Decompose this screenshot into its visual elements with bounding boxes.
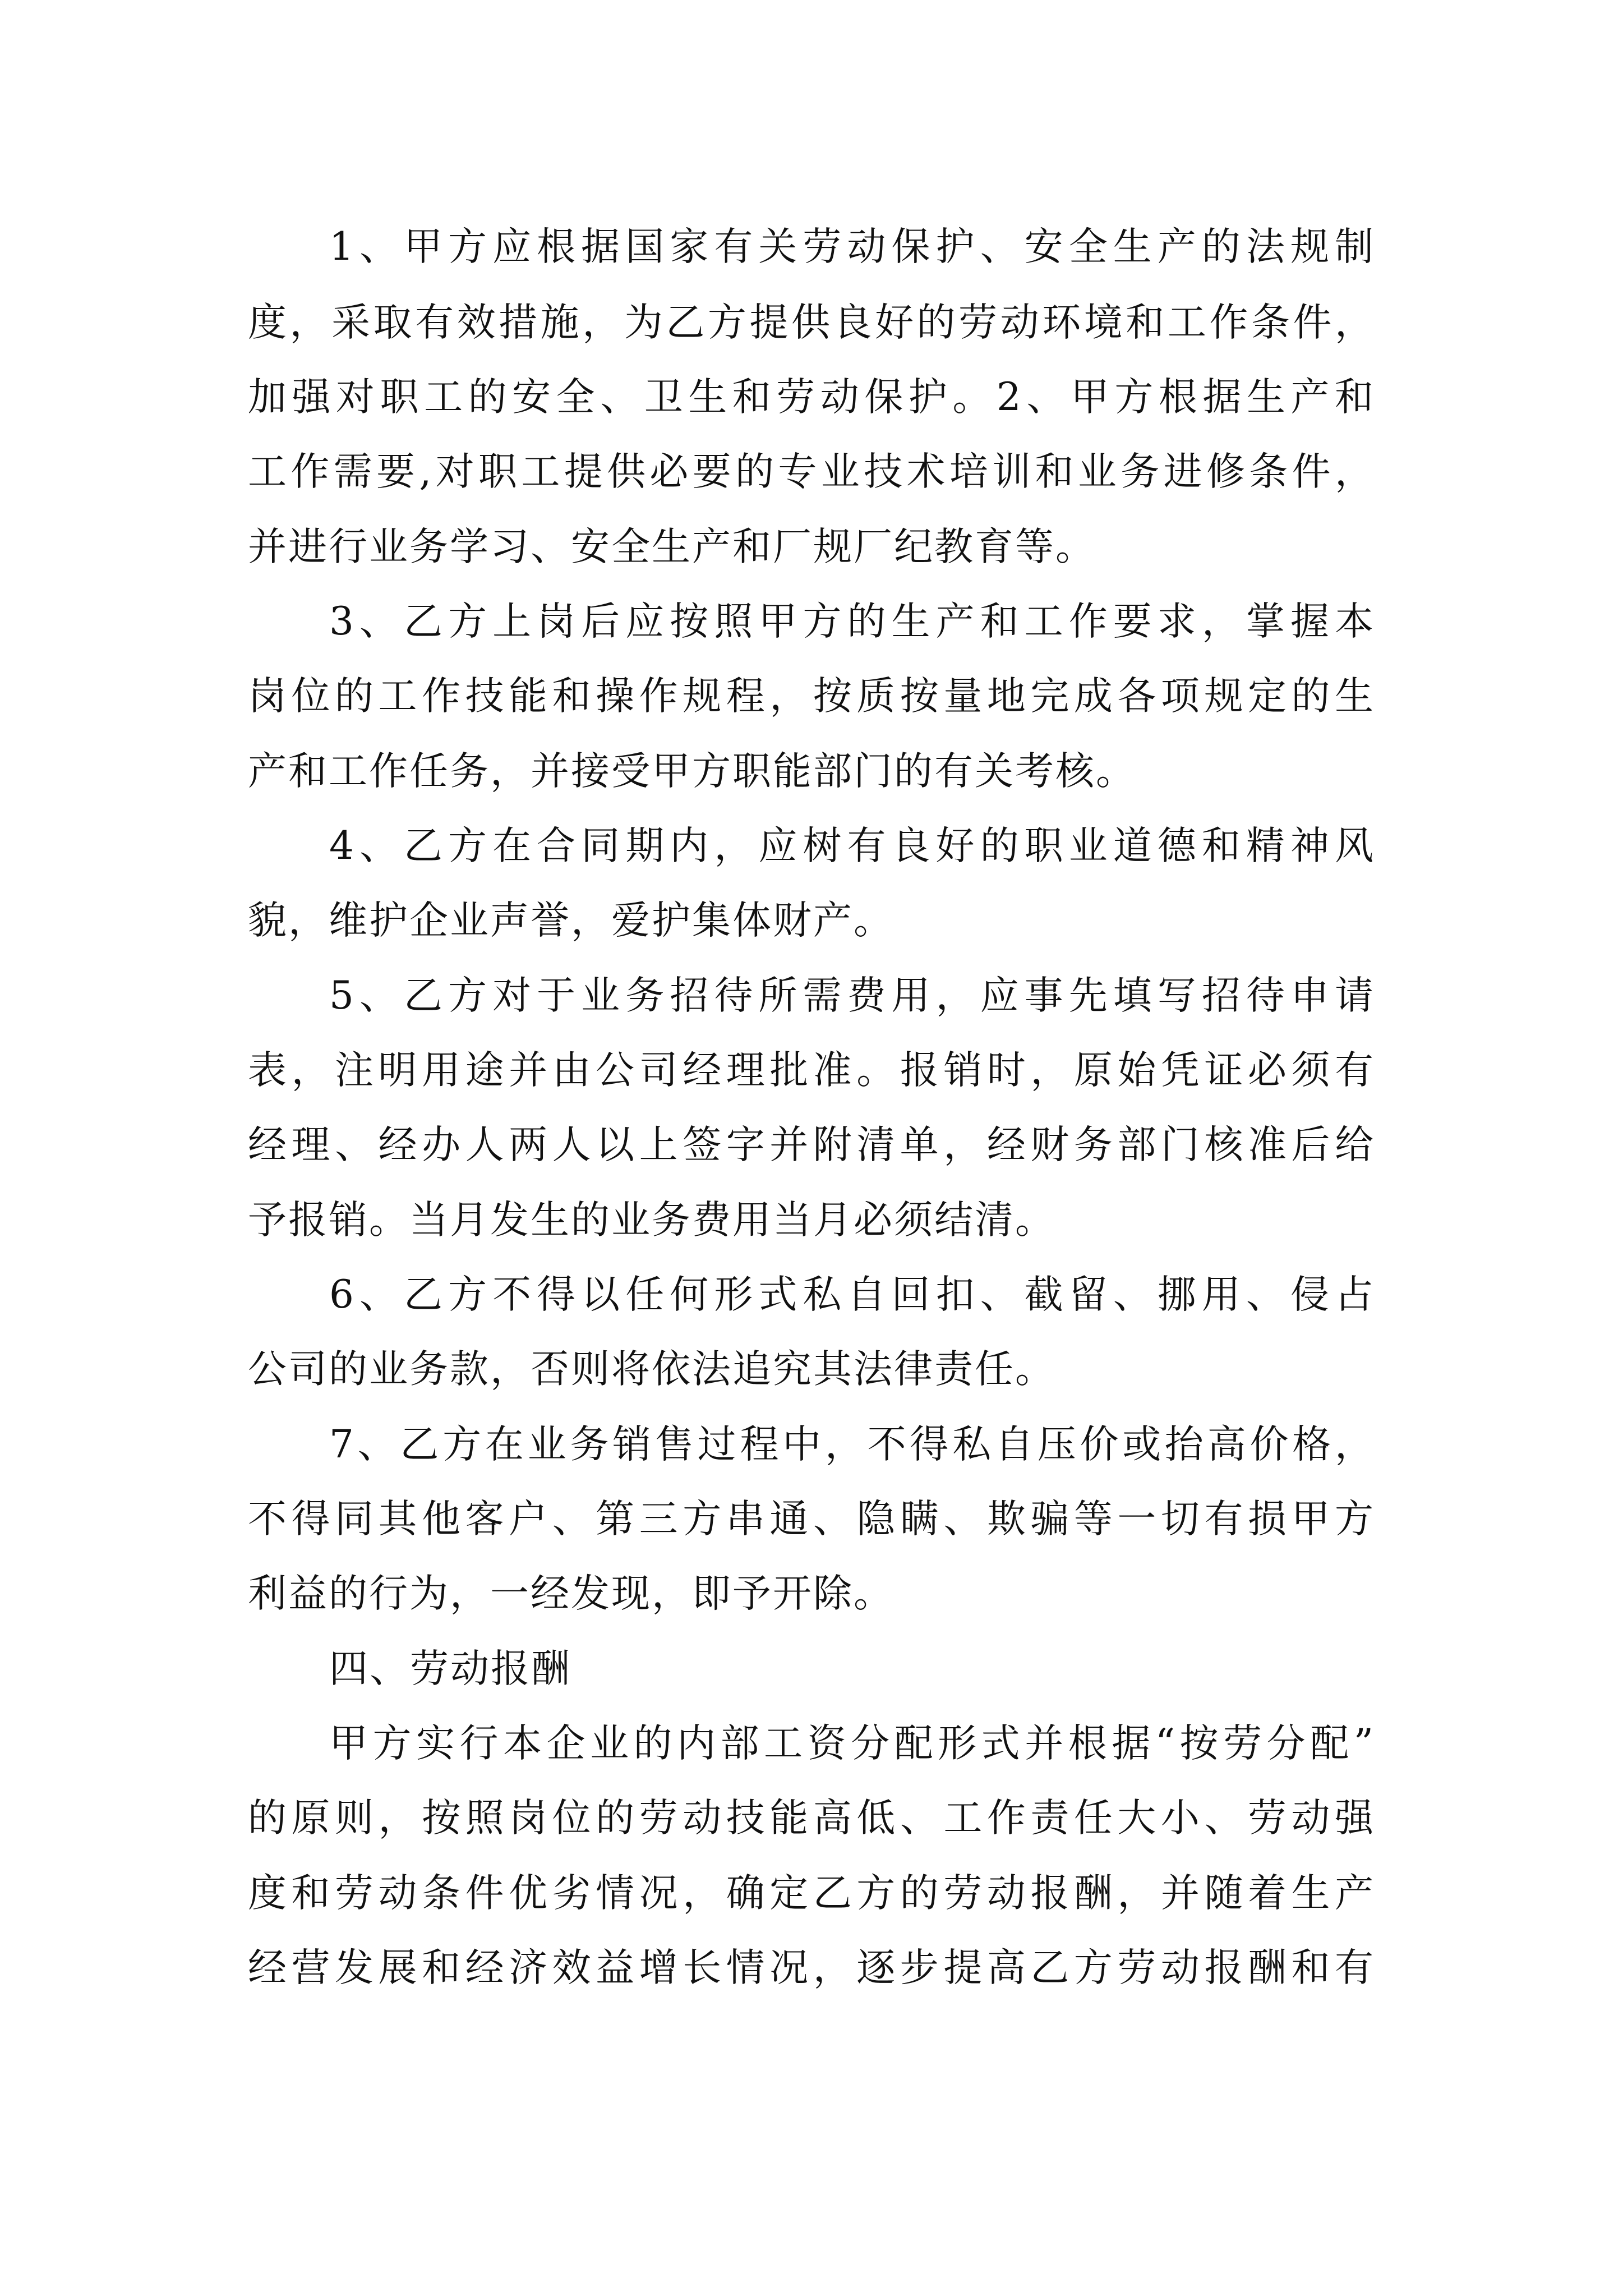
- paragraph-7-line-3: 度和劳动条件优劣情况，确定乙方的劳动报酬，并随着生产: [248, 1871, 1375, 1916]
- paragraph-7-line-1: 甲方实行本企业的内部工资分配形式并根据“按劳分配”: [329, 1721, 1375, 1766]
- paragraph-2-line-1: 3、乙方上岗后应按照甲方的生产和工作要求，掌握本: [329, 599, 1375, 644]
- paragraph-5-line-2: 公司的业务款，否则将依法追究其法律责任。: [248, 1347, 1055, 1392]
- paragraph-2-line-2: 岗位的工作技能和操作规程，按质按量地完成各项规定的生: [248, 674, 1375, 719]
- paragraph-1-line-4: 工作需要,对职工提供必要的专业技术培训和业务进修条件，: [248, 449, 1375, 494]
- paragraph-1-line-2: 度，采取有效措施，为乙方提供良好的劳动环境和工作条件，: [248, 300, 1375, 345]
- paragraph-1-line-5: 并进行业务学习、安全生产和厂规厂纪教育等。: [248, 524, 1096, 569]
- paragraph-1-line-3: 加强对职工的安全、卫生和劳动保护。2、甲方根据生产和: [248, 375, 1375, 420]
- paragraph-7-line-4: 经营发展和经济效益增长情况，逐步提高乙方劳动报酬和有: [248, 1945, 1375, 1990]
- paragraph-3-line-1: 4、乙方在合同期内，应树有良好的职业道德和精神风: [329, 823, 1375, 868]
- paragraph-4-line-4: 予报销。当月发生的业务费用当月必须结清。: [248, 1198, 1055, 1243]
- paragraph-3-line-2: 貌，维护企业声誉，爱护集体财产。: [248, 898, 894, 943]
- paragraph-4-line-1: 5、乙方对于业务招待所需费用，应事先填写招待申请: [329, 973, 1375, 1018]
- paragraph-5-line-1: 6、乙方不得以任何形式私自回扣、截留、挪用、侵占: [329, 1272, 1375, 1317]
- paragraph-1-line-1: 1、甲方应根据国家有关劳动保护、安全生产的法规制: [329, 224, 1375, 269]
- paragraph-4-line-3: 经理、经办人两人以上签字并附清单，经财务部门核准后给: [248, 1122, 1375, 1167]
- paragraph-7-line-2: 的原则，按照岗位的劳动技能高低、工作责任大小、劳动强: [248, 1796, 1375, 1841]
- paragraph-6-line-1: 7、乙方在业务销售过程中，不得私自压价或抬高价格，: [329, 1422, 1375, 1467]
- paragraph-6-line-2: 不得同其他客户、第三方串通、隐瞒、欺骗等一切有损甲方: [248, 1497, 1375, 1542]
- section-heading-labor-remuneration: 四、劳动报酬: [329, 1646, 571, 1691]
- paragraph-6-line-3: 利益的行为，一经发现，即予开除。: [248, 1571, 894, 1616]
- paragraph-4-line-2: 表，注明用途并由公司经理批准。报销时，原始凭证必须有: [248, 1048, 1375, 1093]
- paragraph-2-line-3: 产和工作任务，并接受甲方职能部门的有关考核。: [248, 749, 1136, 794]
